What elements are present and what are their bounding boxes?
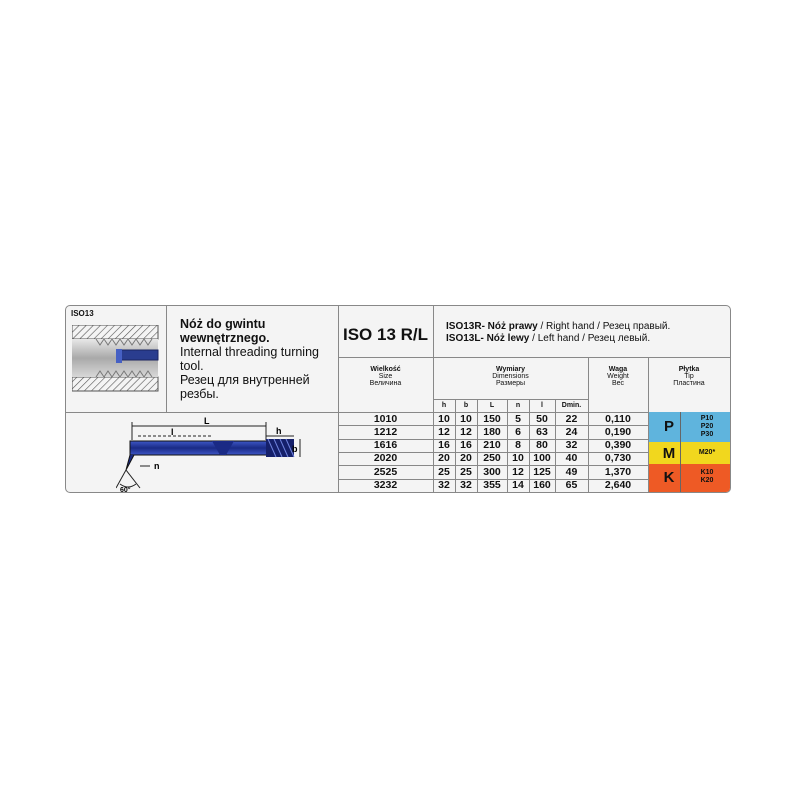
table-cell-b: 32 <box>460 479 472 491</box>
hand-left-text: / Left hand / Резец левый. <box>529 333 651 344</box>
table-cell-l: 300 <box>483 465 501 478</box>
table-cell-n: 10 <box>512 452 524 465</box>
header-tip: Płytka Tip Пластина <box>673 366 705 387</box>
tip-m-letter: M <box>662 445 676 462</box>
table-cell-weight: 0,390 <box>604 439 632 452</box>
column-header-h: h <box>441 402 447 409</box>
table-cell-dmin: 22 <box>565 412 578 425</box>
table-cell-size: 1616 <box>373 439 398 452</box>
table-cell-dmin: 65 <box>565 479 578 491</box>
header-weight: Waga Weight Вес <box>607 366 629 387</box>
product-table <box>65 305 731 493</box>
table-cell-b: 25 <box>460 465 472 478</box>
table-cell-weight: 2,640 <box>604 479 632 491</box>
table-cell-n: 5 <box>515 412 521 425</box>
table-cell-n: 6 <box>515 425 521 438</box>
table-cell-b: 10 <box>460 412 472 425</box>
hand-right-code: ISO13R- Nóż prawy <box>446 321 538 332</box>
column-header-l: L <box>489 402 495 409</box>
table-cell-h: 32 <box>438 479 450 491</box>
table-cell-h: 10 <box>438 412 450 425</box>
table-cell-l: 355 <box>483 479 501 491</box>
table-cell-b: 16 <box>460 439 472 452</box>
header-size: Wielkość Size Величина <box>369 366 402 387</box>
table-cell-l: 150 <box>483 412 501 425</box>
dim-label-n: n <box>154 461 160 471</box>
table-cell-l: 125 <box>533 465 551 478</box>
tool-technical-drawing <box>116 414 338 492</box>
product-code: ISO13 <box>71 309 94 318</box>
tip-m-block: M M20* <box>648 442 730 464</box>
table-cell-n: 12 <box>512 465 524 478</box>
angle-label: 60° <box>120 487 131 492</box>
table-cell-n: 8 <box>515 439 521 452</box>
table-cell-weight: 0,190 <box>604 425 632 438</box>
table-cell-dmin: 40 <box>565 452 578 465</box>
dim-label-h: h <box>276 426 282 436</box>
table-cell-size: 3232 <box>373 479 398 491</box>
tip-p-block: P P10 P20 P30 <box>648 412 730 442</box>
column-header-n: n <box>515 402 521 409</box>
table-cell-l: 210 <box>483 439 501 452</box>
dim-label-b: b <box>292 444 298 454</box>
column-header-dmin: Dmin. <box>561 402 582 409</box>
table-cell-h: 20 <box>438 452 450 465</box>
header-dimensions: Wymiary Dimensions Размеры <box>492 366 529 387</box>
table-cell-b: 12 <box>460 425 472 438</box>
table-cell-l: 160 <box>533 479 551 491</box>
model-label: ISO 13 R/L <box>342 325 429 344</box>
title-english: Internal threading turning tool. <box>180 345 319 373</box>
table-cell-dmin: 24 <box>565 425 578 438</box>
table-cell-size: 2525 <box>373 465 398 478</box>
column-header-b: b <box>463 402 469 409</box>
dim-label-L: L <box>204 416 210 426</box>
table-cell-l: 50 <box>536 412 548 425</box>
hand-left-code: ISO13L- Nóż lewy <box>446 333 530 344</box>
table-cell-l: 180 <box>483 425 501 438</box>
table-cell-weight: 1,370 <box>604 465 632 478</box>
tip-k-block: K K10 K20 <box>648 464 730 492</box>
hand-right-text: / Right hand / Резец правый. <box>537 321 671 332</box>
table-cell-dmin: 32 <box>565 439 578 452</box>
thread-section-illustration <box>72 325 162 395</box>
table-cell-h: 16 <box>438 439 450 452</box>
table-cell-l: 80 <box>536 439 548 452</box>
table-cell-size: 1010 <box>373 412 398 425</box>
tip-p-letter: P <box>663 418 674 435</box>
table-cell-n: 14 <box>512 479 524 491</box>
column-header-l: l <box>541 402 543 409</box>
tip-k-letter: K <box>663 469 675 486</box>
table-cell-weight: 0,730 <box>604 452 632 465</box>
table-cell-b: 20 <box>460 452 472 465</box>
table-cell-l: 63 <box>536 425 548 438</box>
table-cell-h: 25 <box>438 465 450 478</box>
hand-info <box>446 321 726 345</box>
table-cell-size: 2020 <box>373 452 398 465</box>
table-cell-dmin: 49 <box>565 465 578 478</box>
table-cell-h: 12 <box>438 425 450 438</box>
table-cell-weight: 0,110 <box>605 412 631 425</box>
table-cell-size: 1212 <box>373 425 398 438</box>
dim-label-l: l <box>171 427 174 437</box>
title-polish: Nóż do gwintu wewnętrznego. <box>180 317 270 345</box>
table-cell-l: 100 <box>533 452 551 465</box>
title-russian: Резец для внутренней резбы. <box>180 373 310 401</box>
table-cell-l: 250 <box>483 452 501 465</box>
